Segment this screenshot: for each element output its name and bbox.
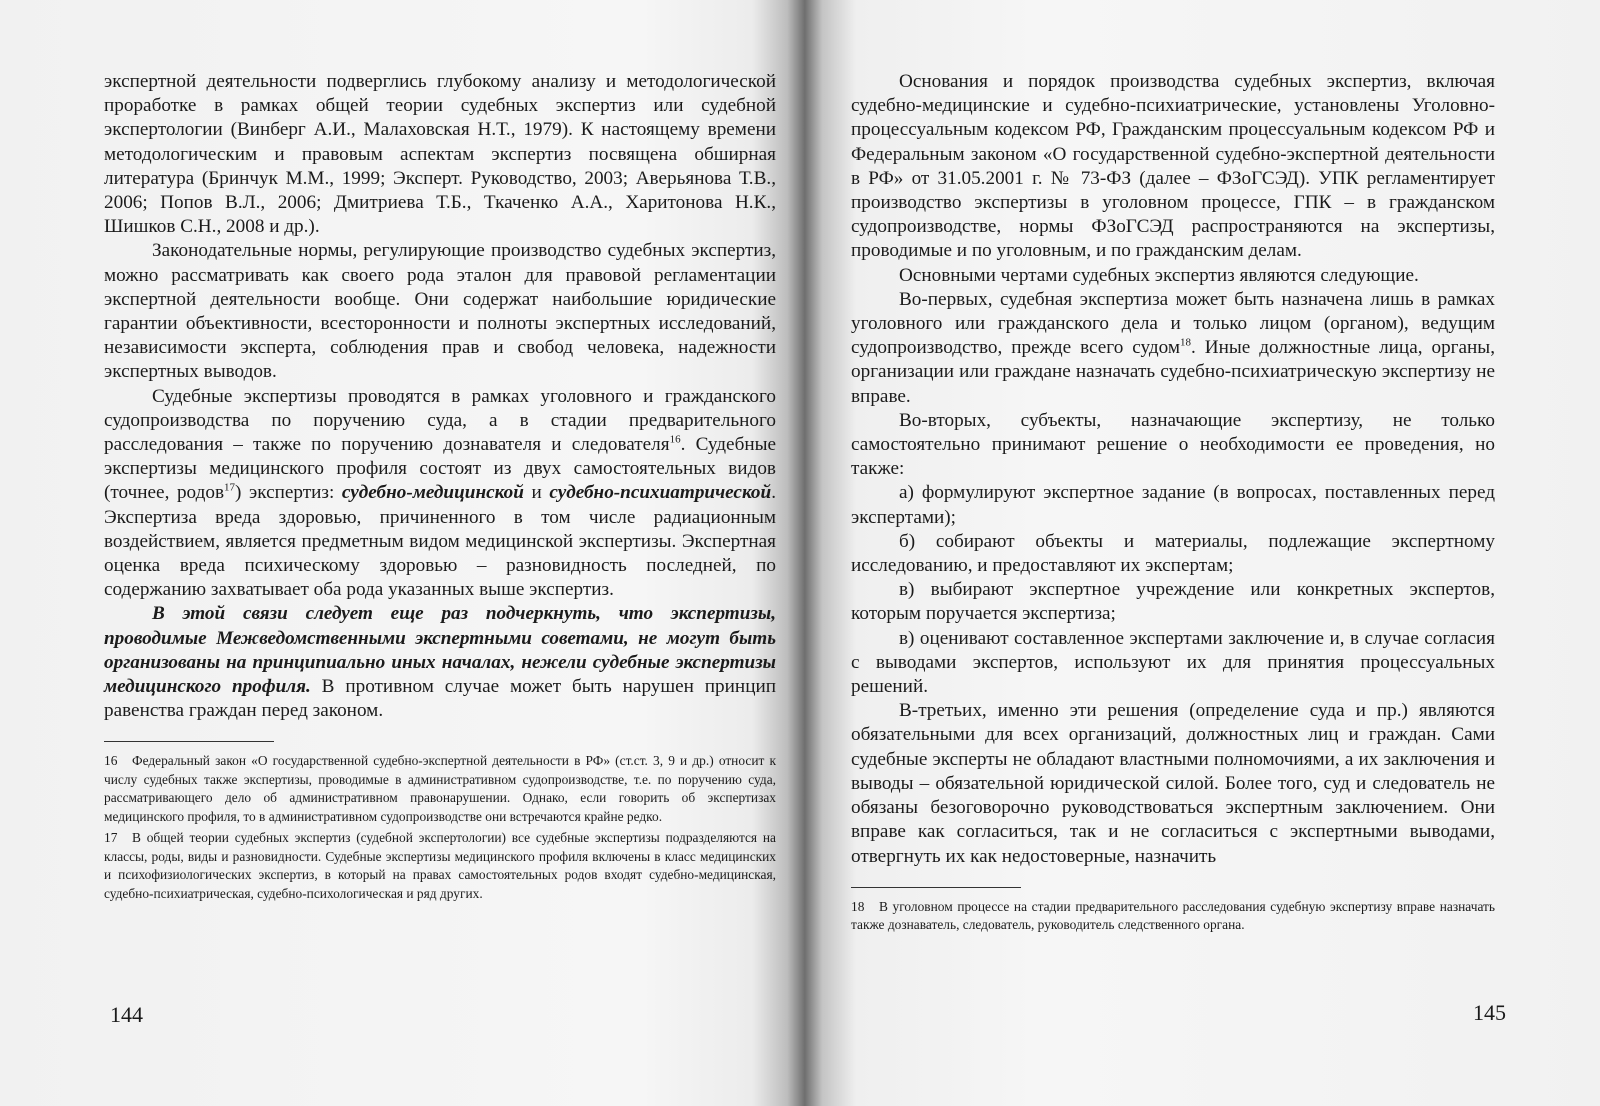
left-page <box>104 70 776 906</box>
page-number-right: 145 <box>1473 1000 1506 1025</box>
footnote-text: Федеральный закон «О государственной судебно-экспертной деятельности в РФ» (ст.ст. 3, 9 и др.) относит к числу судебных также экспертизы, проводимые в административном судопроизводстве, т.е. по поручению суда, рассматривающего дело об административном правонарушении. Однако, если говорить об экспертизах медицинского профиля, то в административном судопроизводстве они встречаются крайне редко. <box>104 753 776 824</box>
paragraph: Законодательные нормы, регулирующие производство судебных экспертиз, можно рассматривать как своего рода эталон для правовой регламентации экспертной деятельности вообще. Они содержат наибольшие юридические гарантии объективности, всесторонности и полноты экспертных исследований, независимости эксперта, соблюдения прав и свобод человека, надежности экспертных выводов. <box>104 240 776 383</box>
text-run: ) экспертиз: <box>235 482 342 504</box>
footnote-ref: 18 <box>1180 336 1192 349</box>
left-body-text <box>104 70 776 723</box>
emphasis-term: судебно-медицинской <box>341 482 524 504</box>
list-item: а) формулируют экспертное задание (в вопросах, поставленных перед экспертами); <box>851 482 1495 528</box>
footnote-divider <box>851 887 1021 888</box>
paragraph: Основными чертами судебных экспертиз являются следующие. <box>899 264 1419 286</box>
footnote-divider <box>104 741 274 742</box>
list-item: в) оценивают составленное экспертами заключение и, в случае согласия с выводами экспертов, используют их для принятия процессуальных решений. <box>851 627 1495 698</box>
paragraph <box>104 385 776 603</box>
right-body-text <box>851 70 1495 869</box>
footnote <box>104 829 776 903</box>
footnote-ref: 16 <box>669 433 681 446</box>
footnote-text: В уголовном процессе на стадии предварительного расследования судебную экспертизу вправе назначать также дознаватель, следователь, руководитель следственного органа. <box>851 898 1495 933</box>
footnote-number: 16 <box>104 753 118 769</box>
emphasis-passage: В этой связи следует еще раз подчеркнуть, что экспертизы, проводимые Межведомственными экспертными советами, не могут быть организованы на принципиально иных началах, нежели судебные экспертизы медицинского профиля. <box>104 603 776 698</box>
footnote <box>851 898 1495 935</box>
paragraph: экспертной деятельности подверглись глубокому анализу и методологической проработке в рамках общей теории судебных экспертиз или судебной экспертологии (Винберг А.И., Малаховская Н.Т., 1979). К настоящему времени методологическим и правовым аспектам экспертиз посвящена обширная литература (Бринчук М.М., 1999; Эксперт. Руководство, 2003; Аверьянова Т.В., 2006; Попов В.Л., 2006; Дмитриева Т.Б., Ткаченко А.А., Харитонова Н.К., Шишков С.Н., 2008 и др.). <box>104 71 776 238</box>
paragraph <box>104 602 776 723</box>
list-item: б) собирают объекты и материалы, подлежащие экспертному исследованию, и предоставляют их экспертам; <box>851 530 1495 577</box>
right-footnotes <box>851 898 1495 935</box>
emphasis-term: судебно-психиатрической <box>549 482 772 504</box>
text-run: . Судебные экспертизы медицинского профиля состоят из двух самостоятельных видов (точнее, родов <box>104 434 777 504</box>
paragraph: Во-вторых, субъекты, назначающие экспертизу, не только самостоятельно принимают решение о необходимости ее проведения, но также: <box>851 409 1495 480</box>
footnote-number: 17 <box>104 830 118 846</box>
left-footnotes <box>104 752 776 903</box>
text-run: Во-первых, судебная экспертиза может быть назначена лишь в рамках уголовного или гражданского дела и только лицом (органом), ведущим судопроизводство, прежде всего судом <box>851 288 1495 359</box>
right-page <box>851 70 1495 938</box>
footnote-ref: 17 <box>224 482 236 495</box>
page-number-left: 144 <box>110 1002 143 1027</box>
paragraph <box>851 288 1495 409</box>
text-run: В противном случае может быть нарушен принцип равенства граждан перед законом. <box>104 676 776 722</box>
footnote-text: В общей теории судебных экспертиз (судебной экспертологии) все судебные экспертизы подразделяются на классы, роды, виды и разновидности. <box>104 830 776 864</box>
text-run: Судебные экспертизы проводятся в рамках уголовного и гражданского судопроизводства по поручению суда, а в стадии предварительного расследования – также по поручению дознавателя и следователя <box>104 385 776 456</box>
text-run: . Экспертиза вреда здоровью, причиненного в том числе радиационным воздействием, является предметным видом медицинской экспертизы. Экспертная оценка вреда психическому здоровью – разновидность последней, по содержанию захватывает оба рода указанных выше экспертиз. <box>104 482 776 601</box>
text-run: . Иные должностные лица, органы, организации или граждане назначать судебно-психиатрическую экспертизу не вправе. <box>851 337 1495 407</box>
text-run: и <box>523 482 550 504</box>
paragraph: Основания и порядок производства судебных экспертиз, включая судебно-медицинские и судебно-психиатрические, установлены Уголовно-процессуальным кодексом РФ, Гражданским процессуальным кодексом РФ и Федеральным законом «О государственной судебно-экспертной деятельности в РФ» от 31.05.2001 г. № 73-ФЗ (далее – ФЗоГСЭД). УПК регламентирует производство экспертизы в уголовном процессе, ГПК – в гражданском судопроизводстве, нормы ФЗоГСЭД распространяются на экспертизы, проводимые и по уголовным, и по гражданским делам. <box>851 71 1495 262</box>
list-item: в) выбирают экспертное учреждение или конкретных экспертов, которым поручается экспертиза; <box>851 579 1495 625</box>
paragraph: В-третьих, именно эти решения (определение суда и пр.) являются обязательными для всех организаций, должностных лиц и граждан. Сами судебные эксперты не обладают властными полномочиями, а их заключения и выводы – обязательной юридической силой. Более того, суд и следователь не обязаны безоговорочно руководствоваться экспертным заключением. Они вправе как согласиться, так и не согласиться с экспертными выводами, отвергнуть их как недостоверные, назначить <box>851 700 1495 867</box>
footnote <box>104 752 776 826</box>
footnote-number: 18 <box>851 898 865 914</box>
footnote-emphasis: Судебные экспертизы медицинского профиля включены в класс медицинских и психофизиологических экспертиз, в который на правах самостоятельных родов входят судебно-медицинская, судебно-психиатрическая, судебно-психологическая и ряд других. <box>104 848 776 901</box>
